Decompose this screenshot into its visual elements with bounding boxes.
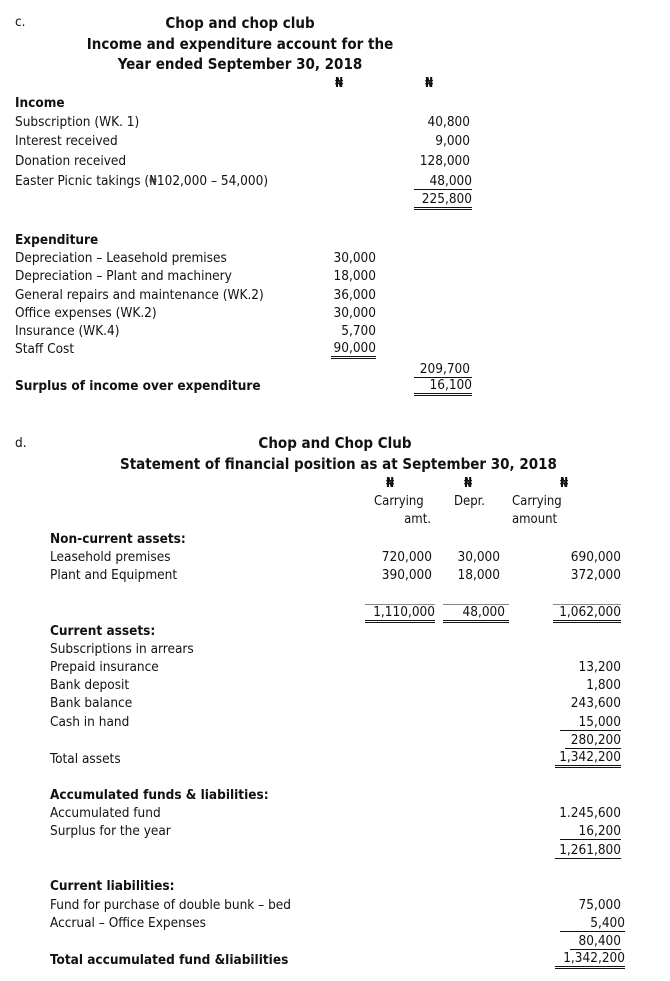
expenditure-label: Staff Cost	[15, 341, 75, 357]
asset-cost: 390,000	[381, 567, 432, 583]
income-label: Easter Picnic takings (₦102,000 – 54,000)	[15, 173, 269, 189]
income-label: Interest received	[15, 133, 118, 149]
current-asset-label: Cash in hand	[50, 714, 130, 730]
asset-nbv: 372,000	[570, 567, 621, 583]
current-asset-amount: 243,600	[570, 695, 621, 711]
expenditure-label: General repairs and maintenance (WK.2)	[15, 287, 264, 303]
expenditure-amount: 30,000	[333, 305, 376, 321]
current-assets-total: 280,200	[565, 732, 621, 749]
asset-depr: 30,000	[457, 549, 500, 565]
income-amount: 9,000	[435, 133, 470, 149]
total-assets-label: Total assets	[50, 751, 121, 767]
expenditure-total: 209,700	[419, 361, 470, 377]
section-c-title-line-1: Chop and chop club	[165, 14, 315, 32]
expenditure-amount: 30,000	[333, 250, 376, 266]
income-amount: 40,800	[427, 114, 470, 130]
current-asset-amount: 13,200	[578, 659, 621, 675]
current-asset-amount: 1,800	[586, 677, 621, 693]
liability-label: Fund for purchase of double bunk – bed	[50, 897, 291, 913]
section-c-title-line-2: Income and expenditure account for the	[86, 35, 394, 53]
income-amount: 48,000	[414, 173, 472, 190]
asset-label: Plant and Equipment	[50, 567, 178, 583]
asset-label: Leasehold premises	[50, 549, 171, 565]
expenditure-amount: 5,700	[341, 323, 376, 339]
expenditure-amount: 90,000	[331, 341, 376, 359]
accumulated-funds-heading: Accumulated funds & liabilities:	[50, 787, 269, 803]
current-liabilities-total: 80,400	[570, 933, 621, 950]
column-header-carrying-amt: Carrying	[374, 494, 424, 509]
current-asset-label: Subscriptions in arrears	[50, 641, 194, 657]
liability-amount: 75,000	[578, 897, 621, 913]
current-asset-label: Bank deposit	[50, 677, 130, 693]
income-total: 225,800	[414, 192, 472, 210]
income-label: Donation received	[15, 153, 127, 169]
expenditure-label: Office expenses (WK.2)	[15, 305, 157, 321]
funds-total: 1,261,800	[555, 842, 621, 859]
fund-label: Surplus for the year	[50, 823, 171, 839]
non-current-assets-heading: Non-current assets:	[50, 531, 186, 547]
current-asset-amount: 15,000	[560, 714, 621, 731]
currency-header-nbv: ₦	[560, 476, 569, 491]
expenditure-label: Insurance (WK.4)	[15, 323, 120, 339]
current-liabilities-heading: Current liabilities:	[50, 878, 175, 894]
section-d-marker: d.	[15, 435, 27, 451]
fund-amount: 16,200	[560, 823, 621, 840]
section-d-title-line-1: Chop and Chop Club	[258, 434, 412, 452]
column-header-carrying-amt-line2: amt.	[404, 512, 431, 527]
non-current-total-cost: 1,110,000	[365, 604, 435, 623]
grand-total-amount: 1,342,200	[555, 951, 625, 969]
non-current-total-depr: 48,000	[443, 604, 509, 623]
column-header-carrying-amount: Carrying	[512, 494, 562, 509]
liability-label: Accrual – Office Expenses	[50, 915, 206, 931]
fund-amount: 1.245,600	[559, 805, 621, 821]
currency-header-depr: ₦	[464, 476, 473, 491]
fund-label: Accumulated fund	[50, 805, 161, 821]
currency-header-cost: ₦	[386, 476, 395, 491]
column-header-depr: Depr.	[454, 494, 485, 509]
total-assets-amount: 1,342,200	[555, 750, 621, 768]
asset-nbv: 690,000	[570, 549, 621, 565]
current-asset-label: Prepaid insurance	[50, 659, 159, 675]
liability-amount: 5,400	[560, 915, 625, 932]
surplus-label: Surplus of income over expenditure	[15, 378, 261, 394]
expenditure-heading: Expenditure	[15, 232, 99, 248]
section-d-title-line-2: Statement of financial position as at September 30, 2018	[120, 455, 557, 473]
surplus-amount: 16,100	[414, 377, 472, 396]
income-amount: 128,000	[419, 153, 470, 169]
section-c-title-line-3: Year ended September 30, 2018	[117, 55, 363, 73]
expenditure-label: Depreciation – Plant and machinery	[15, 268, 232, 284]
expenditure-label: Depreciation – Leasehold premises	[15, 250, 227, 266]
non-current-total-nbv: 1,062,000	[553, 604, 621, 623]
asset-cost: 720,000	[381, 549, 432, 565]
grand-total-label: Total accumulated fund &liabilities	[50, 952, 289, 968]
currency-header-col1: ₦	[335, 76, 344, 91]
income-label: Subscription (WK. 1)	[15, 114, 140, 130]
column-header-carrying-amount-line2: amount	[512, 512, 558, 527]
section-c-marker: c.	[15, 14, 26, 30]
current-assets-heading: Current assets:	[50, 623, 156, 639]
asset-depr: 18,000	[457, 567, 500, 583]
expenditure-amount: 36,000	[333, 287, 376, 303]
expenditure-amount: 18,000	[333, 268, 376, 284]
income-heading: Income	[15, 95, 65, 111]
current-asset-label: Bank balance	[50, 695, 133, 711]
currency-header-col2: ₦	[425, 76, 434, 91]
